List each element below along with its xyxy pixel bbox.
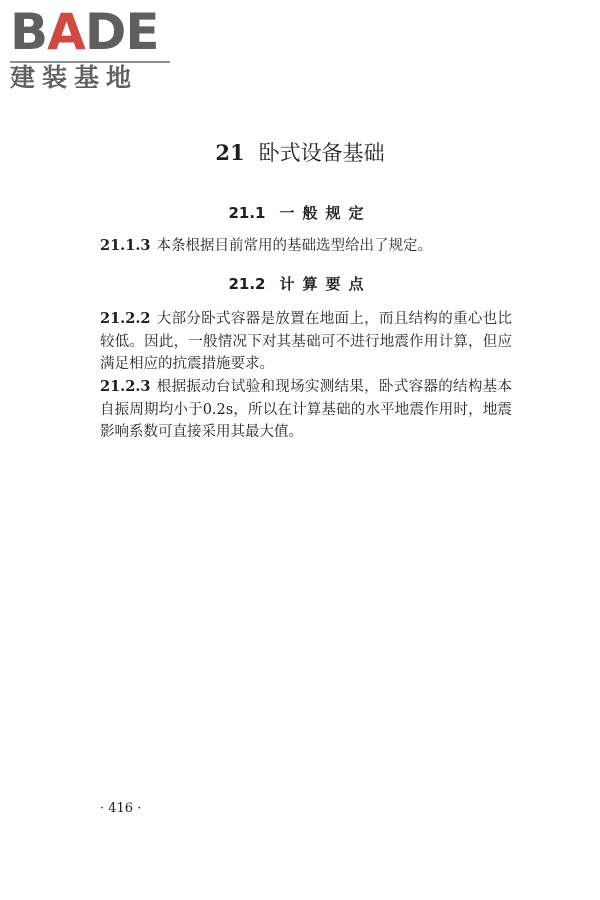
section-number: 21.1 <box>228 204 266 222</box>
clause-21-2-3 <box>100 376 512 444</box>
clause-text: 大部分卧式容器是放置在地面上，而且结构的重心也比较低。因此，一般情况下对其基础可不进行地震作用计算，但应满足相应的抗震措施要求。 <box>100 311 512 372</box>
clause-21-1-3 <box>100 235 512 258</box>
clause-number: 21.2.3 <box>100 378 151 395</box>
clause-21-2-2 <box>100 308 512 376</box>
page-number: · 416 · <box>100 801 142 816</box>
section-heading-21-1 <box>0 202 600 224</box>
section-number: 21.2 <box>228 275 266 293</box>
clause-number: 21.2.2 <box>100 310 151 327</box>
section-title: 计算要点 <box>279 275 372 293</box>
logo-wordmark <box>10 4 159 60</box>
bade-logo-watermark <box>8 4 178 94</box>
logo-letters-de: DE <box>84 3 159 61</box>
chapter-heading <box>0 138 600 168</box>
logo-letter-a-red: A <box>47 3 85 61</box>
section-heading-21-2 <box>0 273 600 295</box>
chapter-number: 21 <box>215 140 245 165</box>
clause-number: 21.1.3 <box>100 237 151 254</box>
clause-text: 本条根据目前常用的基础选型给出了规定。 <box>156 238 432 254</box>
logo-letter-b: B <box>10 3 48 61</box>
section-title: 一般规定 <box>279 204 372 222</box>
logo-chinese-text: 建装基地 <box>10 63 139 92</box>
chapter-title: 卧式设备基础 <box>258 141 385 165</box>
clause-text: 根据振动台试验和现场实测结果，卧式容器的结构基本自振周期均小于0.2s，所以在计算基础的水平地震作用时，地震影响系数可直接采用其最大值。 <box>100 379 512 440</box>
